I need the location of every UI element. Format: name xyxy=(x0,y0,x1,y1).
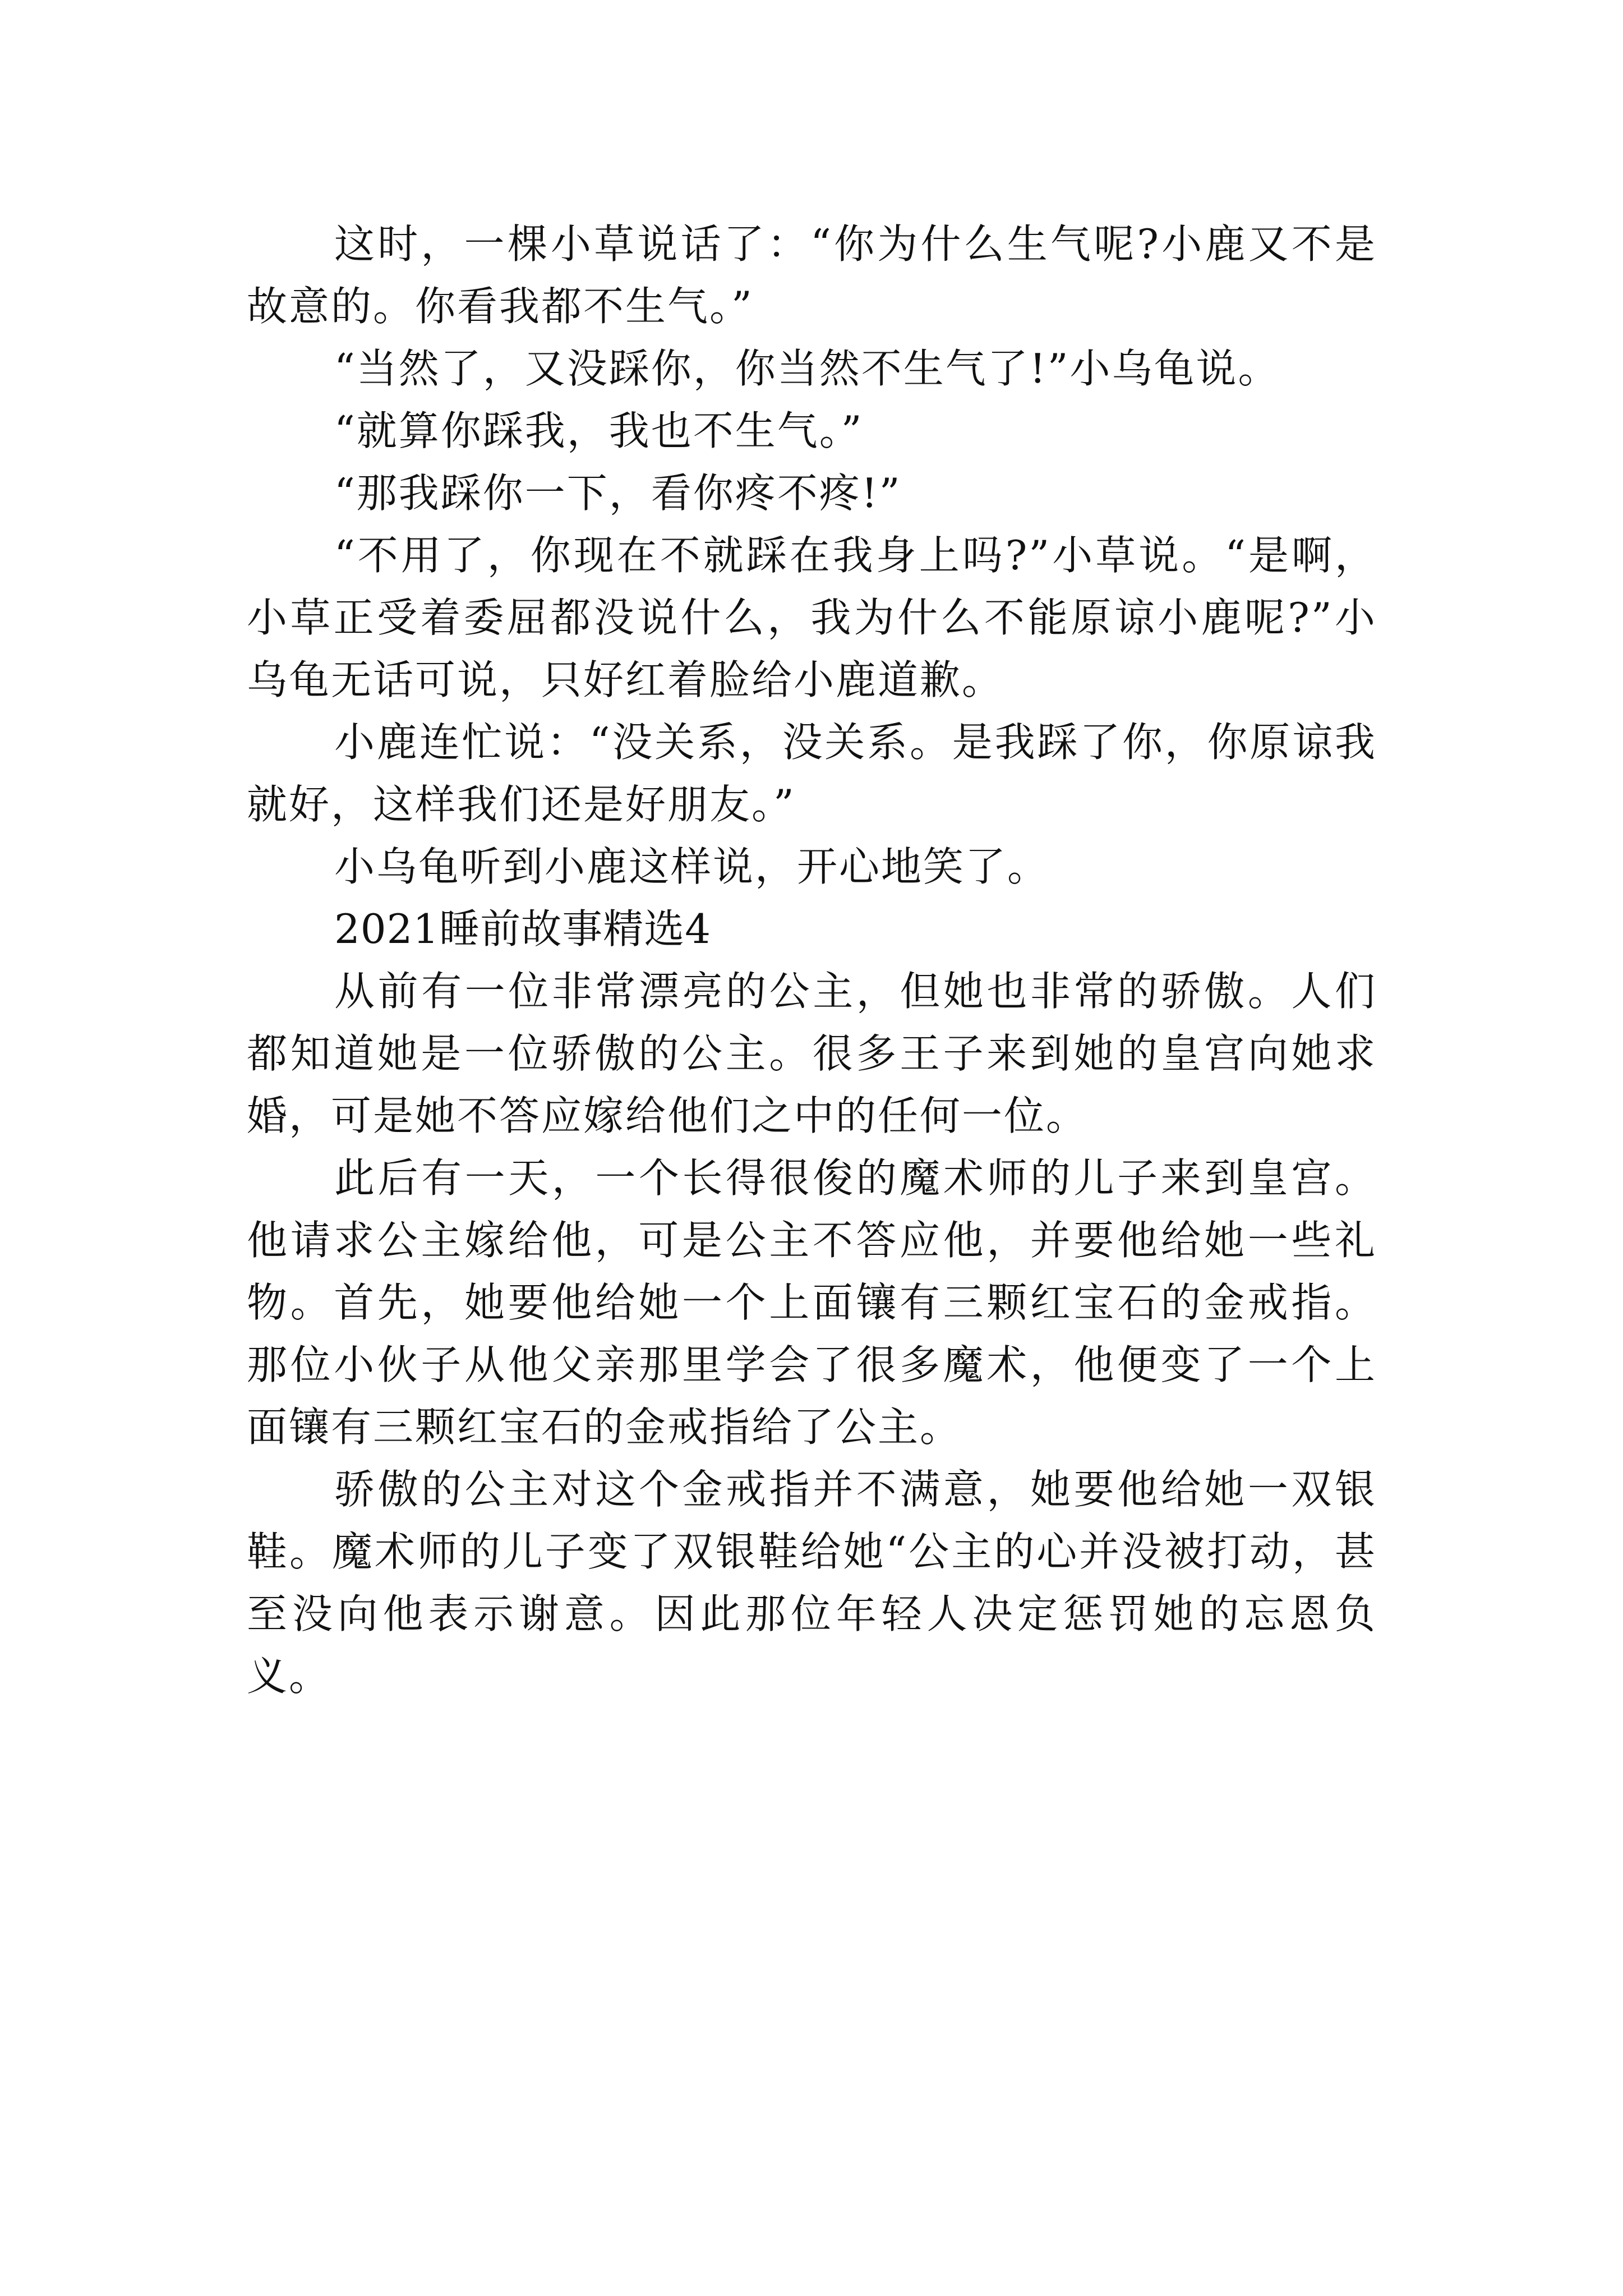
paragraph: 此后有一天，一个长得很俊的魔术师的儿子来到皇宫。他请求公主嫁给他，可是公主不答应他，并要他给她一些礼物。首先，她要他给她一个上面镶有三颗红宝石的金戒指。那位小伙子从他父亲那里学会了很多魔术，他便变了一个上面镶有三颗红宝石的金戒指给了公主。 xyxy=(247,1154,1377,1451)
paragraph: 这时，一棵小草说话了：“你为什么生气呢?小鹿又不是故意的。你看我都不生气。” xyxy=(247,220,1377,330)
paragraph: “那我踩你一下，看你疼不疼!” xyxy=(334,470,902,517)
paragraph: 骄傲的公主对这个金戒指并不满意，她要他给她一双银鞋。魔术师的儿子变了双银鞋给她“公主的心并没被打动，甚至没向他表示谢意。因此那位年轻人决定惩罚她的忘恩负义。 xyxy=(247,1466,1377,1700)
paragraph: “就算你踩我，我也不生气。” xyxy=(334,407,864,454)
section-heading: 2021睡前故事精选4 xyxy=(334,905,712,953)
paragraph: “当然了，又没踩你，你当然不生气了!”小乌龟说。 xyxy=(334,345,1280,392)
paragraph: “不用了，你现在不就踩在我身上吗?”小草说。“是啊，小草正受着委屈都没说什么，我为什么不能原谅小鹿呢?”小乌龟无话可说，只好红着脸给小鹿道歉。 xyxy=(247,532,1377,703)
paragraph: 小鹿连忙说：“没关系，没关系。是我踩了你，你原谅我就好，这样我们还是好朋友。” xyxy=(247,719,1377,828)
document-body xyxy=(247,213,1377,1708)
paragraph: 从前有一位非常漂亮的公主，但她也非常的骄傲。人们都知道她是一位骄傲的公主。很多王子来到她的皇宫向她求婚，可是她不答应嫁给他们之中的任何一位。 xyxy=(247,968,1377,1139)
paragraph: 小乌龟听到小鹿这样说，开心地笑了。 xyxy=(334,843,1050,890)
